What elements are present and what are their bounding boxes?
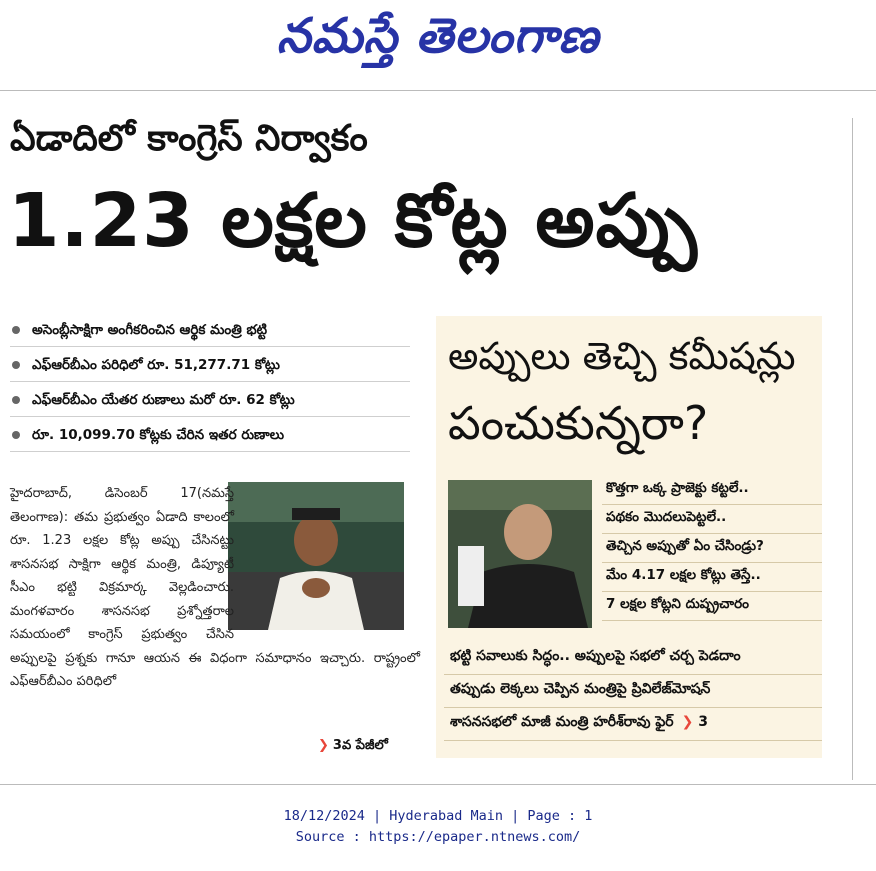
- sidebar-line: [444, 708, 822, 741]
- footer-date-edition: 18/12/2024 | Hyderabad Main | Page : 1: [283, 808, 593, 824]
- sidebar-line: భట్టి సవాలుకు సిద్ధం.. అప్పులపై సభలో చర్చ పెడదాం: [444, 642, 822, 675]
- bullet-dot-icon: [12, 326, 20, 334]
- article-body-text: హైదరాబాద్, డిసెంబర్ 17(నమస్తే తెలంగాణ): తమ ప్రభుత్వం ఏడాది కాలంలో రూ. 1.23 లక్షల కోట్ల అప్పు చేసినట్టు శాసనసభ సాక్షిగా ఆర్థిక మంత్రి, డిప్యూటీ సీఎం భట్టి విక్రమార్క వెల్లడించారు. మంగళవారం శాసనసభ ప్రశ్నోత్తరాల సమయంలో కాంగ్రెస్ ప్రభుత్వం చేసిన అప్పులపై ప్రశ్నకు గానూ ఆయన ఈ విధంగా సమాధానం ఇచ్చారు. రాష్ట్రంలో ఎఫ్ఆర్‌బీఎం పరిధిలో: [10, 486, 420, 689]
- bullet-item: [10, 423, 410, 452]
- footer-source[interactable]: Source : https://epaper.ntnews.com/: [295, 829, 581, 845]
- sidebar-box: [436, 316, 822, 758]
- sidebar-page-ref[interactable]: 3: [698, 714, 708, 730]
- bullet-dot-icon: [12, 396, 20, 404]
- bullet-item: [10, 388, 410, 417]
- sidebar-lines: [444, 642, 822, 741]
- sidebar-point: తెచ్చిన అప్పుతో ఏం చేసిండ్రు?: [602, 534, 822, 563]
- bottom-rule: [0, 784, 876, 785]
- bullet-item: [10, 318, 410, 347]
- sidebar-line-text: శాసనసభలో మాజీ మంత్రి హరీశ్‌రావు ఫైర్: [450, 714, 674, 730]
- continued-on-page[interactable]: [318, 738, 388, 756]
- sidebar-point: పథకం మొదలుపెట్టలే..: [602, 505, 822, 534]
- article-story: [10, 482, 420, 762]
- page-footer: [0, 806, 876, 848]
- bullet-text: అసెంబ్లీసాక్షిగా అంగీకరించిన ఆర్థిక మంత్రి భట్టి: [32, 322, 268, 338]
- arrow-right-icon[interactable]: ❯: [681, 714, 694, 730]
- article-kicker: ఏడాదిలో కాంగ్రెస్ నిర్వాకం: [10, 118, 368, 159]
- sidebar-heading-line1: అప్పులు తెచ్చి కమీషన్లు: [448, 334, 796, 378]
- masthead-divider: [0, 90, 876, 91]
- article-body: [10, 482, 420, 694]
- bullet-text: రూ. 10,099.70 కోట్లకు చేరిన ఇతర రుణాలు: [32, 427, 285, 443]
- continued-label: 3వ పేజీలో: [332, 738, 388, 753]
- article-bullet-list: [10, 318, 410, 458]
- bullet-text: ఎఫ్ఆర్‌బీఎం పరిధిలో రూ. 51,277.71 కోట్లు: [32, 357, 280, 373]
- bullet-dot-icon: [12, 361, 20, 369]
- sidebar-points: [602, 476, 822, 621]
- sidebar-point: కొత్తగా ఒక్క ప్రాజెక్టు కట్టలే..: [602, 476, 822, 505]
- sidebar-line: తప్పుడు లెక్కలు చెప్పిన మంత్రిపై ప్రివిలేజ్‌మోషన్: [444, 675, 822, 708]
- sidebar-point: మేం 4.17 లక్షల కోట్లు తెస్తే..: [602, 563, 822, 592]
- masthead-logo: నమస్తే తెలంగాణ: [276, 8, 600, 64]
- harish-rao-photo-graphic: [448, 480, 592, 628]
- bullet-dot-icon: [12, 431, 20, 439]
- sidebar-heading-line2: పంచుకున్నరా?: [448, 396, 709, 450]
- photo-wrap-spacer: [234, 482, 420, 632]
- right-column-rule: [852, 118, 853, 780]
- bullet-text: ఎఫ్ఆర్‌బీఎం యేతర రుణాలు మరో రూ. 62 కోట్లు: [32, 392, 295, 408]
- sidebar-point: 7 లక్షల కోట్లని దుష్ప్రచారం: [602, 592, 822, 621]
- arrow-right-icon: ❯: [318, 738, 329, 753]
- harish-rao-photo: [448, 480, 592, 628]
- article-headline: 1.23 లక్షల కోట్ల అప్పు: [8, 178, 698, 264]
- bullet-item: [10, 353, 410, 382]
